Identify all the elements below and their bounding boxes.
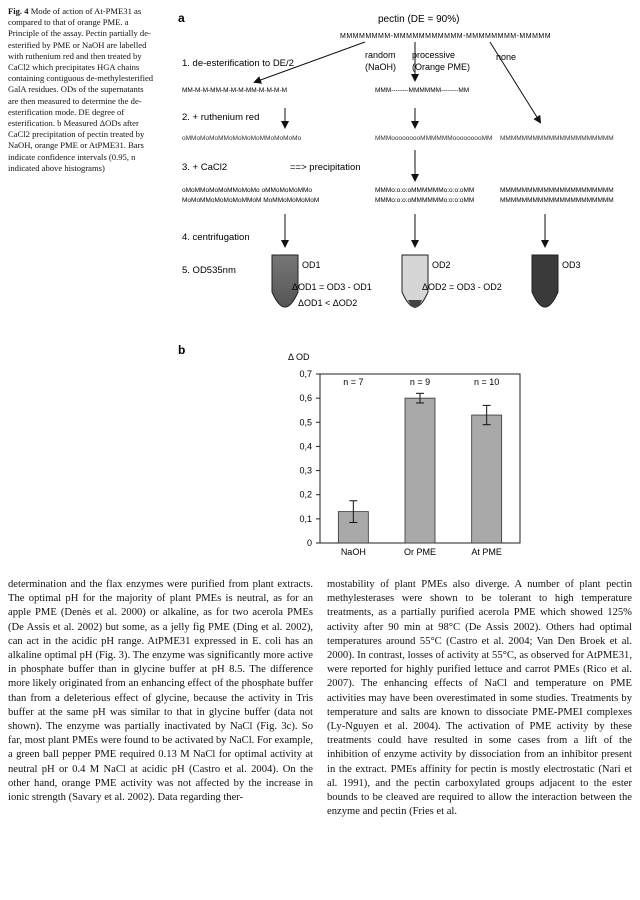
delta-od1-eq: ΔOD1 = OD3 - OD1 [292, 282, 372, 292]
chain-processive-3b: MMMo:o:o:oMMMMMMo:o:o:oMM [375, 197, 475, 204]
pectin-label: pectin (DE = 90%) [378, 14, 460, 25]
od3-label: OD3 [562, 260, 581, 270]
body-right-column [327, 578, 632, 819]
delta-od-compare: ΔOD1 < ΔOD2 [298, 298, 358, 308]
y-tick-label: 0,3 [299, 465, 312, 476]
y-tick-label: 0,6 [299, 393, 312, 404]
n-label: n = 9 [409, 377, 431, 387]
tube-1 [272, 255, 298, 307]
chain-random-2: oMMoMoMoMMoMoMoMoMMoMoMoMo [182, 135, 302, 142]
chain-random-1: MM-M-M-MM-M-M-M-MM-M-M-M-M [182, 87, 288, 94]
caption-text: Mode of action of At-PME31 as compared to that of orange PME. a Principle of the assay. Pectin partially de-esterified by PME or NaOH are labelled with ruthenium red and then treated by CaCl2 which precipitates HGA chains containing contiguous de-methylesterified GalA residues. ODs of the supernatants are then measured to determine the de-esterification mode. DE degree of esterification. b Measured ΔODs after CaCl2 precipitation of pectin treated by NaOH, orange PME or AtPME31. Bars indicate confidence intervals (0.95, n indicated above histograms) [8, 6, 154, 173]
n-label: n = 7 [343, 377, 364, 387]
right-column-text: mostability of plant PMEs also diverge. A number of plant pectin methylesterases were shown to be tolerant to high temperature treatments, as a partially purified acerola PME which showed 125% activity after 90 min at 98°C (De Assis 2002). Others had optimal temperatures around 55°C (Castro et al. 2004; Van Den Broek et al. 2000). In contrast, losses of activity at 55°C, as observed for AtPME31, were reported for highly purified lettuce and carrot PMEs (Rico et al. 2007). The enhancing effects of NaCl and temperature on PME activities may have been overestimated in some studies. Treatments by temperature and salts are known to dissociate PME-PMEI complexes (Ly-Nguyen et al. 2004). The activation of PME activity by these treatments could have resulted in some cases from a lift of the inhibition of enzyme activity by dissociation from an inhibitor present in the extract. PMEs affinity for pectin is mostly electrostatic (Nari et al. 1991), and the pectin carboxylated groups adjacent to the ester bounds to be cleaved are required to allow the interaction between the enzyme and pectin (Fries et al. [327, 579, 632, 818]
chain-none-2: MMMMMMMMMMMMMMMMMMMMM [500, 135, 614, 142]
y-tick-label: 0,7 [299, 369, 312, 379]
chain-random-3a: oMoMMoMoMoMMoMoMo oMMoMoMoMMo [182, 187, 313, 194]
processive-label: processive [412, 50, 456, 60]
x-tick-label: NaOH [340, 547, 366, 557]
random-label: random [365, 50, 396, 60]
panel-b-letter: b [178, 343, 186, 357]
left-column-text: determination and the flax enzymes were purified from plant extracts. The optimal pH for the majority of plant PMEs is neutral, as for an apple PME (Denès et al. 2000) or alkaline, as for two acerola PMEs (De Assis et al. 2002) but some, as a jelly fig PME (Ding et al. 2002), can act in the acidic pH range. AtPME31 expressed in E. coli has an alkaline optimal pH (Fig. 3). The enzyme was significantly more active in phosphate buffer than in glycine buffer at pH 8.5. The difference more likely originated from an enhancing effect of the phosphate buffer than from a deleterious effect of glycine, because the activity in Tris buffer at the same pH was similar to that in glycine buffer (data not shown). The enzyme was partially inactivated by NaCl (Fig. 3c). So far, most plant PMEs were found to be activated by NaCl. For example, a green ball pepper PME required 0.13 M NaCl for optimal activity at neutral pH or 0.4 M NaCl at acidic pH (Castro et al. 2004). On the other hand, orange PME activity was not affected by the increase in ionic strength (Savary et al. 2002). Data regarding ther- [8, 579, 313, 804]
tube-2-pellet [408, 300, 422, 308]
x-tick-label: Or PME [403, 547, 437, 557]
y-tick-label: 0,1 [299, 513, 312, 524]
step-1-label: 1. de-esterification to DE/2 [182, 58, 294, 69]
chart-plot-area [299, 369, 520, 557]
step-4-label: 4. centrifugation [182, 232, 250, 243]
y-tick-label: 0,2 [299, 489, 312, 500]
y-axis-label: Δ OD [288, 352, 310, 362]
panel-b-chart [160, 338, 640, 568]
delta-od2-eq: ΔOD2 = OD3 - OD2 [422, 282, 502, 292]
panel-a-diagram [160, 0, 640, 335]
chain-none-3a: MMMMMMMMMMMMMMMMMMMMM [500, 187, 614, 194]
tube-2 [402, 255, 428, 307]
pectin-chain-top: MMMMMMMM-MMMMMMMMMMM-MMMMMMMM-MMMMM [340, 33, 552, 40]
figure-caption [8, 6, 154, 174]
step-3-label: 3. + CaCl2 [182, 162, 228, 173]
chain-none-3b: MMMMMMMMMMMMMMMMMMMMM [500, 197, 614, 204]
tube-3 [532, 255, 558, 307]
chain-processive-1: MMM--------MMMMMM--------MM [375, 87, 470, 94]
naoh-label: (NaOH) [365, 62, 396, 72]
y-tick-label: 0,4 [299, 441, 312, 452]
od1-label: OD1 [302, 260, 321, 270]
none-label: none [496, 52, 517, 62]
step-5-label: 5. OD535nm [182, 265, 236, 276]
n-label: n = 10 [474, 377, 500, 387]
bar [405, 398, 435, 543]
step-2-label: 2. + ruthenium red [182, 112, 260, 123]
x-tick-label: At PME [471, 547, 502, 557]
y-tick-label: 0 [306, 538, 312, 548]
chain-processive-2: MMMooooooooMMMMMMooooooooMM [375, 135, 493, 142]
chain-random-3b: MoMoMMoMoMoMoMMoM MoMMoMoMoMoM [182, 197, 320, 204]
precipitation-label: ==> precipitation [290, 162, 361, 173]
caption-label: Fig. 4 [8, 6, 29, 16]
bar [472, 415, 502, 543]
chain-processive-3a: MMMo:o:o:oMMMMMMo:o:o:oMM [375, 187, 475, 194]
od2-label: OD2 [432, 260, 451, 270]
y-tick-label: 0,5 [299, 417, 312, 428]
body-left-column [8, 578, 313, 805]
orange-pme-label: (Orange PME) [412, 62, 471, 72]
panel-a-letter: a [178, 11, 185, 25]
